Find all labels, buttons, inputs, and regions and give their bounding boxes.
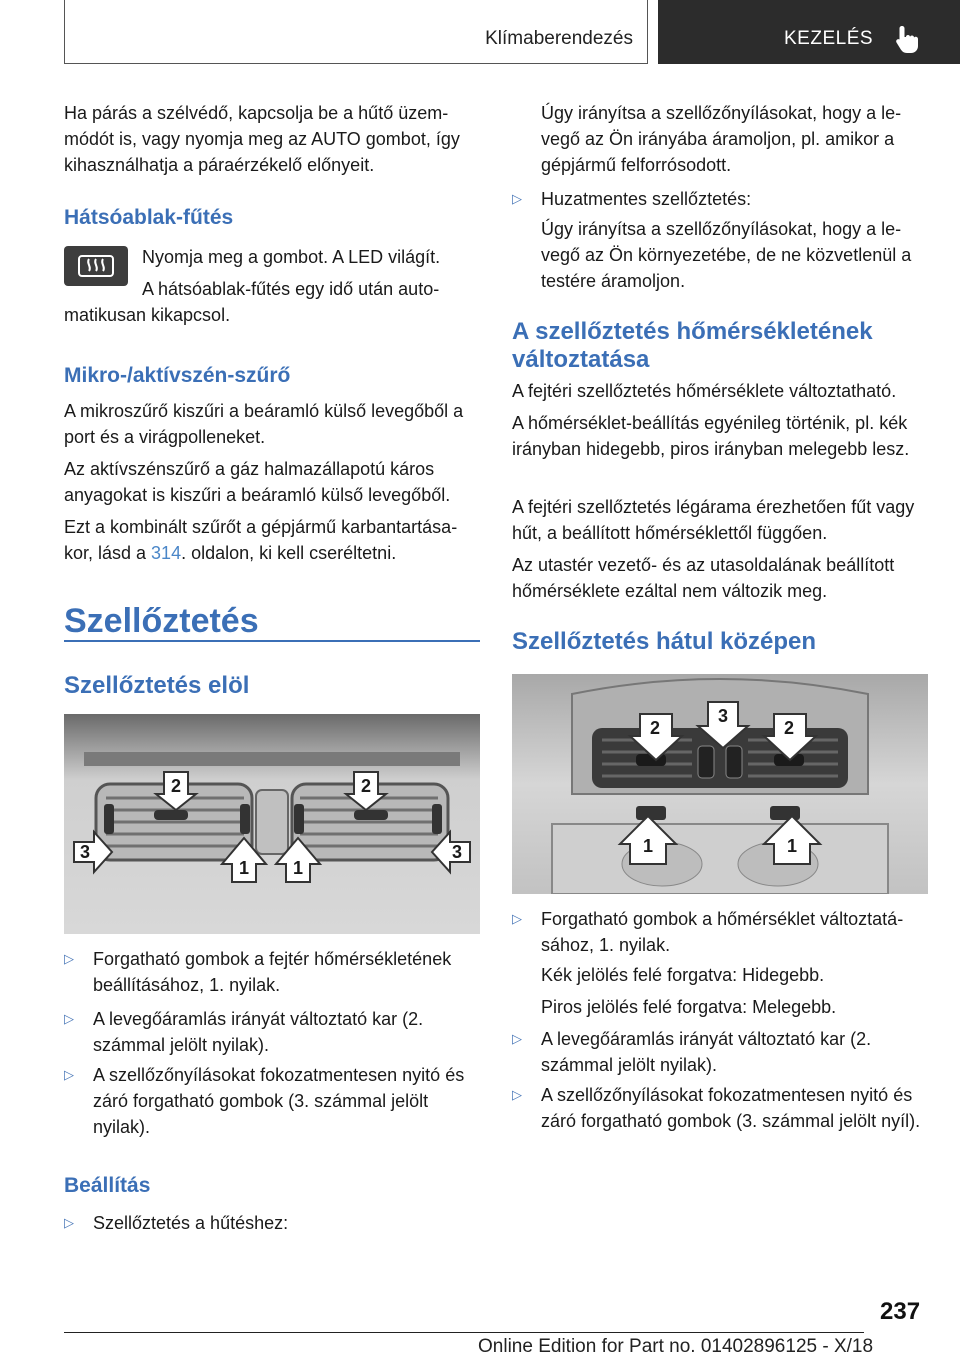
rear-bullet-1-sub-2: Piros jelölés felé forgatva: Melegebb. <box>541 997 837 1017</box>
rear-heat-text-1: Nyomja meg a gombot. A LED világít. <box>142 247 441 267</box>
front-ventilation-heading: Szellőztetés elöl <box>64 672 250 699</box>
front-bullet-3 <box>64 1062 480 1140</box>
heading-rule <box>64 640 480 642</box>
rear-label-3: 3 <box>718 706 729 726</box>
rear-bullet-1 <box>512 906 928 958</box>
rear-heat-text-2b: matikusan kikapcsol. <box>64 305 231 325</box>
rear-label-1a: 1 <box>643 836 654 856</box>
rear-ventilation-heading: Szellőztetés hátul középen <box>512 628 817 655</box>
chapter-title: KEZELÉS <box>784 28 874 49</box>
rear-heat-heading: Hátsóablak-fűtés <box>64 206 234 229</box>
rear-vent-image <box>512 674 928 894</box>
temp-paragraph-2: A hőmérséklet-beállítás egyénileg történik, pl. kék irányban hidegebb, piros irányban melegebb lesz. <box>512 413 910 459</box>
edition-text: Online Edition for Part no. 01402896125 - X/18 <box>478 1336 874 1357</box>
filter-p3-text-end: . oldalon, ki kell cseréltetni. <box>181 543 397 563</box>
temp-paragraph-1: A fejtéri szellőztetés hőmérséklete változtatható. <box>512 381 897 401</box>
front-vent-drawing <box>64 714 480 934</box>
filter-paragraph-3 <box>64 514 480 566</box>
rear-window-defrost-button <box>64 246 128 286</box>
front-bullet-1-text: Forgatható gombok a fejtér hőmérsékletének beállításához, 1. nyilak. <box>93 949 452 995</box>
triangle-bullet-icon: ▷ <box>64 1011 74 1026</box>
ventilation-heading: Szellőztetés <box>64 602 259 640</box>
rear-bullet-2 <box>512 1026 928 1078</box>
rear-bullet-2-text: A levegőáramlás irányát változtató kar (2. számmal jelölt nyilak). <box>541 1029 872 1075</box>
image-label-1a: 1 <box>239 858 250 878</box>
page-link[interactable]: 314 <box>151 543 182 563</box>
triangle-bullet-icon: ▷ <box>512 911 522 926</box>
triangle-bullet-icon: ▷ <box>64 1067 74 1082</box>
filter-paragraph-2: Az aktívszénszűrő a gáz halmazállapotú káros anyagokat is kiszűri a beáramló külső levegőből. <box>64 459 451 505</box>
triangle-bullet-icon: ▷ <box>64 951 74 966</box>
rear-label-2a: 2 <box>650 718 661 738</box>
temperature-heading: A szellőztetés hőmérsékletének változtatása <box>512 318 873 373</box>
section-title: Klímaberendezés <box>485 28 633 49</box>
header-section-box <box>64 0 648 64</box>
cooling-text: Úgy irányítsa a szellőzőnyílásokat, hogy a le-vegő az Ön irányába áramoljon, pl. amikor a gépjármű felforrósodott. <box>541 103 902 175</box>
front-bullet-2-text: A levegőáramlás irányát változtató kar (2. számmal jelölt nyilak). <box>93 1009 424 1055</box>
rear-bullet-3 <box>512 1082 928 1160</box>
temp-paragraph-3: A fejtéri szellőztetés légárama érezhetően fűt vagy hűt, a beállított hőmérséklettől függően. <box>512 497 915 543</box>
rear-label-1b: 1 <box>787 836 798 856</box>
image-label-3a: 3 <box>80 842 91 862</box>
front-bullet-1 <box>64 946 480 998</box>
settings-heading: Beállítás <box>64 1174 151 1197</box>
header-chapter-box <box>658 0 960 64</box>
filter-heading: Mikro-/aktívszén-szűrő <box>64 364 291 387</box>
page-number: 237 <box>880 1298 921 1325</box>
settings-bullet <box>64 1210 480 1236</box>
draft-free-bullet <box>512 186 928 212</box>
draft-free-text: Úgy irányítsa a szellőzőnyílásokat, hogy a le-vegő az Ön környezetébe, de ne közvetlenül a testére áramoljon. <box>541 219 912 291</box>
rear-bullet-3-text: A szellőzőnyílásokat fokozatmentesen nyitó és záró forgatható gombok (3. számmal jelölt nyíl). <box>541 1085 921 1131</box>
draft-free-bullet-text: Huzatmentes szellőztetés: <box>541 189 752 209</box>
triangle-bullet-icon: ▷ <box>512 191 522 206</box>
front-vent-image <box>64 714 480 934</box>
temp-paragraph-4: Az utastér vezető- és az utasoldalának beállított hőmérséklete ezáltal nem változik meg. <box>512 555 895 601</box>
triangle-bullet-icon: ▷ <box>64 1215 74 1230</box>
hand-pointer-icon <box>894 24 920 54</box>
rear-bullet-1-text: Forgatható gombok a hőmérséklet változtatá-sához, 1. nyilak. <box>541 909 904 955</box>
front-bullet-3-text: A szellőzőnyílásokat fokozatmentesen nyitó és záró forgatható gombok (3. számmal jelölt nyilak). <box>93 1065 465 1137</box>
image-label-2a: 2 <box>171 776 182 796</box>
filter-paragraph-1: A mikroszűrő kiszűri a beáramló külső levegőből a port és a virágpolleneket. <box>64 401 464 447</box>
front-bullet-2 <box>64 1006 480 1058</box>
rear-bullet-1-sub-1: Kék jelölés felé forgatva: Hidegebb. <box>541 965 825 985</box>
image-label-3b: 3 <box>452 842 463 862</box>
intro-paragraph: Ha párás a szélvédő, kapcsolja be a hűtő üzem-módót is, vagy nyomja meg az AUTO gombot, így kihasználhatja a páraérzékelő előnyeit. <box>64 103 460 175</box>
rear-heat-text-2a: A hátsóablak-fűtés egy idő után auto- <box>142 279 440 299</box>
triangle-bullet-icon: ▷ <box>512 1031 522 1046</box>
footer-rule <box>64 1332 864 1333</box>
image-label-2b: 2 <box>361 776 372 796</box>
triangle-bullet-icon: ▷ <box>512 1087 522 1102</box>
rear-window-defrost-icon <box>64 246 128 286</box>
settings-bullet-text: Szellőztetés a hűtéshez: <box>93 1213 289 1233</box>
rear-label-2b: 2 <box>784 718 795 738</box>
filter-p3-text: Ezt a kombinált szűrőt a gépjármű karbantartása-kor, lásd a <box>64 517 458 563</box>
image-label-1b: 1 <box>293 858 304 878</box>
